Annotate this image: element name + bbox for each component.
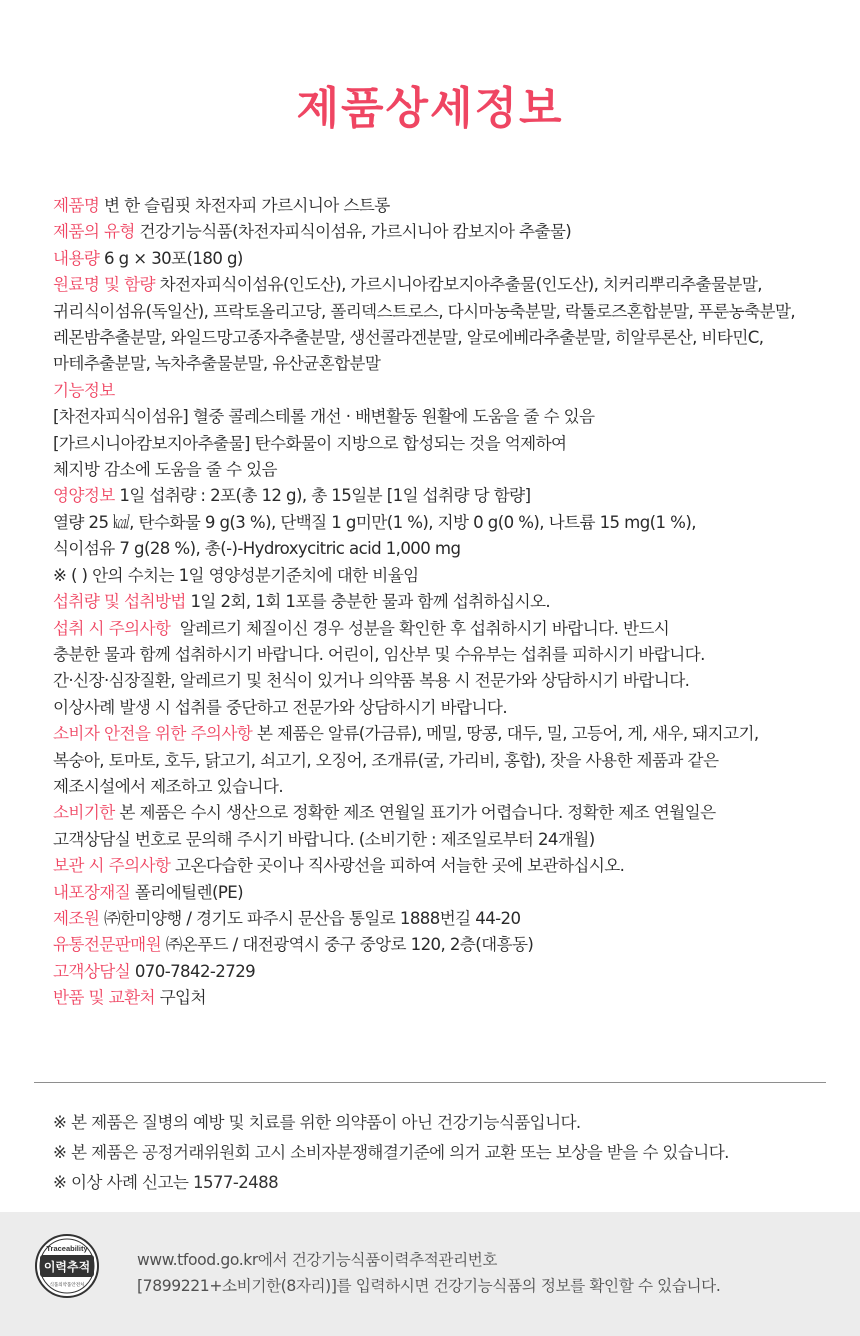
info-text: ㈜한미양행 / 경기도 파주시 문산읍 통일로 1888번길 44-20 xyxy=(99,908,521,928)
footer-line: [7899221+소비기한(8자리)]를 입력하시면 건강기능식품의 정보를 확인할 수 있습니다. xyxy=(137,1277,721,1295)
info-label: 고객상담실 xyxy=(53,961,131,981)
info-text: 본 제품은 알류(가금류), 메밀, 땅콩, 대두, 밀, 고등어, 게, 새우, 돼지고기, xyxy=(252,724,759,744)
info-text: 복숭아, 토마토, 호두, 닭고기, 쇠고기, 오징어, 조개류(굴, 가리비, 홍합), 잣을 사용한 제품과 같은 xyxy=(53,750,719,770)
info-text: ※ ( ) 안의 수치는 1일 영양성분기준치에 대한 비율임 xyxy=(53,565,419,585)
info-text: 건강기능식품(차전자피식이섬유, 가르시니아 캄보지아 추출물) xyxy=(134,222,572,242)
info-line xyxy=(53,510,833,536)
info-label: 제품명 xyxy=(53,196,100,215)
info-line xyxy=(53,457,833,483)
info-label: 원료명 및 함량 xyxy=(53,275,155,295)
info-line xyxy=(53,853,833,879)
info-line xyxy=(53,351,833,377)
product-info-list xyxy=(53,193,833,1012)
info-line xyxy=(53,536,833,562)
info-text: 이상사례 발생 시 섭취를 중단하고 전문가와 상담하시기 바랍니다. xyxy=(53,697,507,717)
footer-line: www.tfood.go.kr에서 건강기능식품이력추적관리번호 xyxy=(137,1251,498,1269)
info-line xyxy=(53,378,833,404)
info-text: 본 제품은 수시 생산으로 정확한 제조 연월일 표기가 어렵습니다. 정확한 제조 연월일은 xyxy=(114,803,716,823)
info-label: 섭취량 및 섭취방법 xyxy=(53,592,186,612)
traceability-seal-icon xyxy=(34,1233,100,1299)
info-label: 유통전문판매원 xyxy=(53,935,162,955)
info-text: 070-7842-2729 xyxy=(130,961,256,981)
info-line xyxy=(53,483,833,509)
info-line xyxy=(53,932,833,958)
info-line xyxy=(53,272,833,298)
info-text: 마테추출분말, 녹차추출물분말, 유산균혼합분말 xyxy=(53,354,381,374)
info-text: 체지방 감소에 도움을 줄 수 있음 xyxy=(53,460,277,480)
info-text: 변 한 슬림핏 차전자피 가르시니아 스트롱 xyxy=(99,196,390,215)
info-text: 간·신장·심장질환, 알레르기 및 천식이 있거나 의약품 복용 시 전문가와 상담하시기 바랍니다. xyxy=(53,671,690,691)
info-label: 소비기한 xyxy=(53,803,115,823)
info-label: 제조원 xyxy=(53,908,100,928)
info-label: 영양정보 xyxy=(53,486,115,506)
info-label: 내포장재질 xyxy=(53,882,131,902)
info-label: 기능정보 xyxy=(53,380,115,400)
info-text: 충분한 물과 함께 섭취하시기 바랍니다. 어린이, 임산부 및 수유부는 섭취를 피하시기 바랍니다. xyxy=(53,644,705,664)
info-text: 1일 섭취량 : 2포(총 12 g), 총 15일분 [1일 섭취량 당 함량] xyxy=(114,486,531,506)
info-text: 6 g × 30포(180 g) xyxy=(99,248,243,268)
info-text: 알레르기 체질이신 경우 성분을 확인한 후 섭취하시기 바랍니다. 반드시 xyxy=(170,618,670,638)
info-line xyxy=(53,985,833,1011)
footer-text xyxy=(137,1247,837,1299)
seal-top-text: Traceability xyxy=(46,1244,88,1253)
info-text: 고객상담실 번호로 문의해 주시기 바랍니다. (소비기한 : 제조일로부터 24개월) xyxy=(53,829,595,849)
info-line xyxy=(53,589,833,615)
info-label: 섭취 시 주의사항 xyxy=(53,618,171,638)
info-line xyxy=(53,748,833,774)
page-title: 제품상세정보 xyxy=(296,83,564,134)
info-text: 제조시설에서 제조하고 있습니다. xyxy=(53,776,284,796)
info-label: 소비자 안전을 위한 주의사항 xyxy=(53,724,253,744)
divider xyxy=(34,1082,826,1083)
info-line xyxy=(53,774,833,800)
info-text: 구입처 xyxy=(154,988,206,1008)
info-text: 레몬밤추출분말, 와일드망고종자추출분말, 생선콜라겐분말, 알로에베라추출분말, 히알루론산, 비타민C, xyxy=(53,328,764,348)
info-line xyxy=(53,193,833,219)
info-label: 반품 및 교환처 xyxy=(53,988,155,1008)
info-label: 보관 시 주의사항 xyxy=(53,856,171,876)
info-text: [가르시니아캄보지아추출물] 탄수화물이 지방으로 합성되는 것을 억제하여 xyxy=(53,433,567,453)
seal-bottom-text: 식품의약품안전처 xyxy=(49,1283,85,1288)
info-line xyxy=(53,325,833,351)
info-line xyxy=(53,219,833,245)
info-line xyxy=(53,404,833,430)
info-text: 차전자피식이섬유(인도산), 가르시니아캄보지아추출물(인도산), 치커리뿌리추출물분말, xyxy=(154,275,762,295)
info-text: 폴리에틸렌(PE) xyxy=(130,882,244,902)
info-line xyxy=(53,431,833,457)
notice-item: ※ 본 제품은 공정거래위원회 고시 소비자분쟁해결기준에 의거 교환 또는 보상을 받을 수 있습니다. xyxy=(53,1143,729,1162)
notice-list xyxy=(53,1108,833,1198)
info-text: 식이섬유 7 g(28 %), 총(-)-Hydroxycitric acid 1,000 mg xyxy=(53,539,461,559)
info-line xyxy=(53,959,833,985)
notice-item: ※ 본 제품은 질병의 예방 및 치료를 위한 의약품이 아닌 건강기능식품입니다. xyxy=(53,1113,581,1132)
info-text: 열량 25 ㎉, 탄수화물 9 g(3 %), 단백질 1 g미만(1 %), 지방 0 g(0 %), 나트륨 15 mg(1 %), xyxy=(53,512,696,532)
info-line xyxy=(53,827,833,853)
info-label: 내용량 xyxy=(53,248,100,268)
info-text: [차전자피식이섬유] 혈중 콜레스테롤 개선 · 배변활동 원활에 도움을 줄 수 있음 xyxy=(53,407,595,427)
info-line xyxy=(53,616,833,642)
info-label: 제품의 유형 xyxy=(53,222,135,242)
info-text: 귀리식이섬유(독일산), 프락토올리고당, 폴리덱스트로스, 다시마농축분말, 락툴로즈혼합분말, 푸룬농축분말, xyxy=(53,301,796,321)
info-line xyxy=(53,246,833,272)
info-text: 고온다습한 곳이나 직사광선을 피하여 서늘한 곳에 보관하십시오. xyxy=(170,856,625,876)
traceability-footer xyxy=(0,1212,860,1336)
info-line xyxy=(53,721,833,747)
info-line xyxy=(53,906,833,932)
info-line xyxy=(53,695,833,721)
info-line xyxy=(53,563,833,589)
info-text: ㈜온푸드 / 대전광역시 중구 중앙로 120, 2층(대흥동) xyxy=(161,935,534,955)
info-line xyxy=(53,668,833,694)
info-line xyxy=(53,880,833,906)
notice-item: ※ 이상 사례 신고는 1577-2488 xyxy=(53,1173,279,1192)
info-line xyxy=(53,642,833,668)
info-line xyxy=(53,299,833,325)
info-line xyxy=(53,800,833,826)
seal-main-text: 이력추적 xyxy=(43,1260,91,1274)
info-text: 1일 2회, 1회 1포를 충분한 물과 함께 섭취하십시오. xyxy=(185,592,551,612)
